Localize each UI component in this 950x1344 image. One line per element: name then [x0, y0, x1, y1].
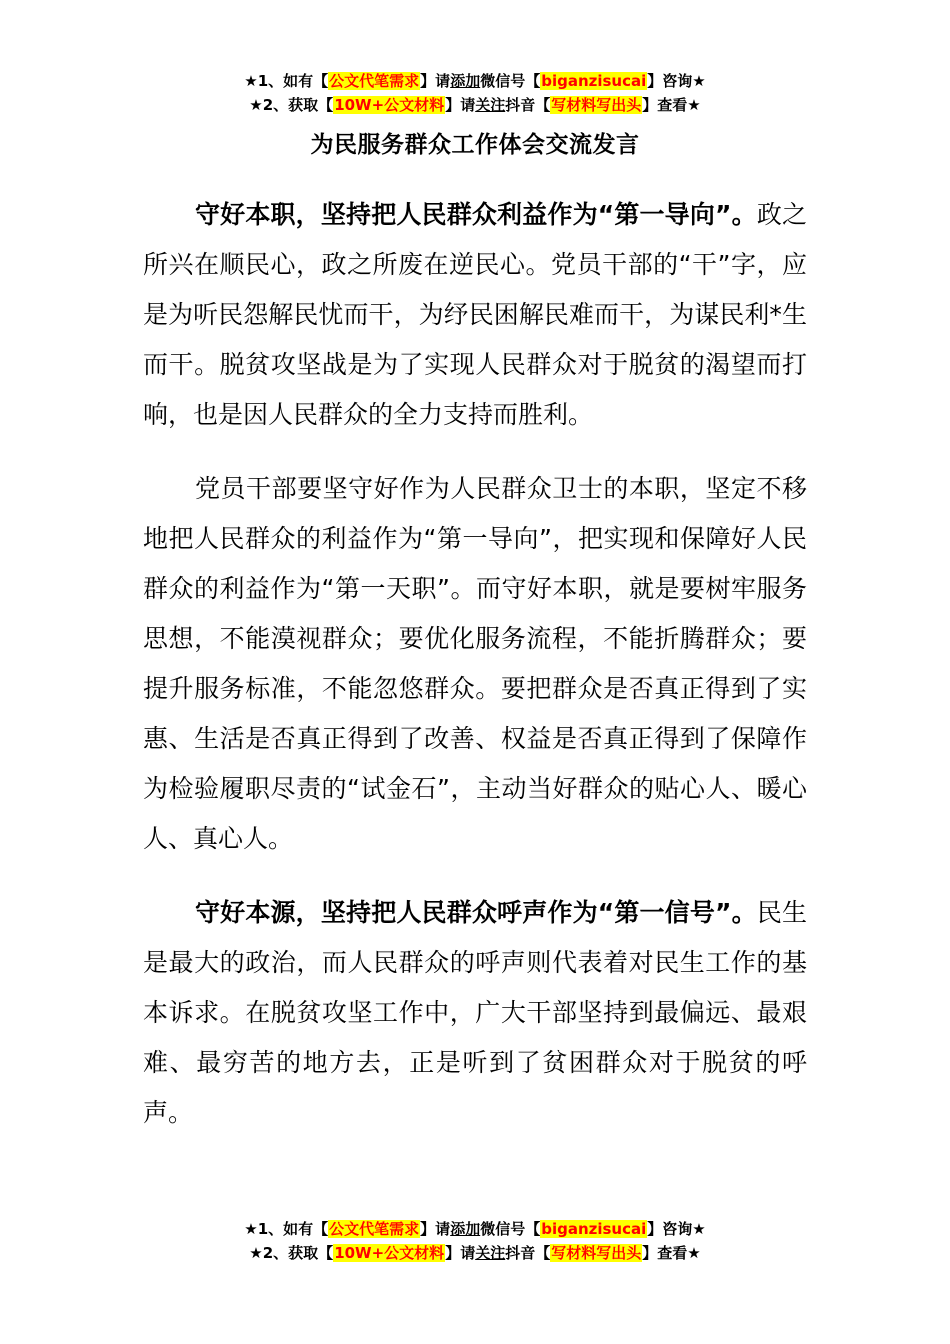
- banner-highlight: biganzisucai: [541, 72, 647, 90]
- banner-highlight: 公文代笔需求: [329, 1220, 420, 1238]
- header-banner: [0, 69, 950, 117]
- paragraph-text: 政之所兴在顺民心，政之所废在逆民心。党员干部的“干”字，应是为听民怨解民忧而干，为纾民困解民难而干，为谋民利*生而干。脱贫攻坚战是为了实现人民群众对于脱贫的渴望而打响，也是因人民群众的全力支持而胜利。: [143, 200, 807, 429]
- paragraph-text: 党员干部要坚守好作为人民群众卫士的本职，坚定不移地把人民群众的利益作为“第一导向”，把实现和保障好人民群众的利益作为“第一天职”。而守好本职，就是要树牢服务思想，不能漠视群众；要优化服务流程，不能折腾群众；要提升服务标准，不能忽悠群众。要把群众是否真正得到了实惠、生活是否真正得到了改善、权益是否真正得到了保障作为检验履职尽责的“试金石”，主动当好群众的贴心人、暖心人、真心人。: [143, 474, 807, 853]
- banner-text: ★2、获取【: [249, 1244, 334, 1262]
- footer-banner: [0, 1217, 950, 1265]
- banner-text: 抖音【: [505, 96, 551, 114]
- banner-text: 】查看★: [642, 1244, 701, 1262]
- banner-line-2: [0, 1241, 950, 1265]
- paragraph: [143, 190, 807, 440]
- banner-text: ★1、如有【: [244, 72, 329, 90]
- banner-text: 微信号【: [480, 72, 541, 90]
- banner-highlight: 公文代笔需求: [329, 72, 420, 90]
- banner-text: ★1、如有【: [244, 1220, 329, 1238]
- banner-text: 】请: [420, 72, 451, 90]
- paragraph: [143, 888, 807, 1138]
- banner-underline: 关注: [475, 1244, 506, 1262]
- banner-text: 】请: [445, 96, 476, 114]
- banner-underline: 关注: [475, 96, 506, 114]
- banner-line-1: [0, 1217, 950, 1241]
- banner-text: 】查看★: [642, 96, 701, 114]
- banner-text: 】请: [445, 1244, 476, 1262]
- banner-line-2: [0, 93, 950, 117]
- document-title: 为民服务群众工作体会交流发言: [310, 132, 640, 158]
- banner-highlight: 写材料写出头: [551, 1244, 642, 1262]
- banner-text: 】咨询★: [647, 72, 706, 90]
- document-body: [143, 190, 807, 1162]
- paragraph-lead: 守好本职，坚持把人民群众利益作为“第一导向”。: [195, 200, 757, 229]
- banner-text: 】咨询★: [647, 1220, 706, 1238]
- banner-highlight: 写材料写出头: [551, 96, 642, 114]
- banner-line-1: [0, 69, 950, 93]
- paragraph: [143, 464, 807, 864]
- banner-underline: 添加: [450, 1220, 481, 1238]
- banner-underline: 添加: [450, 72, 481, 90]
- banner-text: ★2、获取【: [249, 96, 334, 114]
- banner-text: 微信号【: [480, 1220, 541, 1238]
- paragraph-lead: 守好本源，坚持把人民群众呼声作为“第一信号”。: [195, 898, 757, 927]
- banner-text: 】请: [420, 1220, 451, 1238]
- banner-text: 抖音【: [505, 1244, 551, 1262]
- banner-highlight: biganzisucai: [541, 1220, 647, 1238]
- paragraph-text: 民生是最大的政治，而人民群众的呼声则代表着对民生工作的基本诉求。在脱贫攻坚工作中，广大干部坚持到最偏远、最艰难、最穷苦的地方去，正是听到了贫困群众对于脱贫的呼声。: [143, 898, 807, 1127]
- banner-highlight: 10W+公文材料: [334, 1244, 445, 1262]
- banner-highlight: 10W+公文材料: [334, 96, 445, 114]
